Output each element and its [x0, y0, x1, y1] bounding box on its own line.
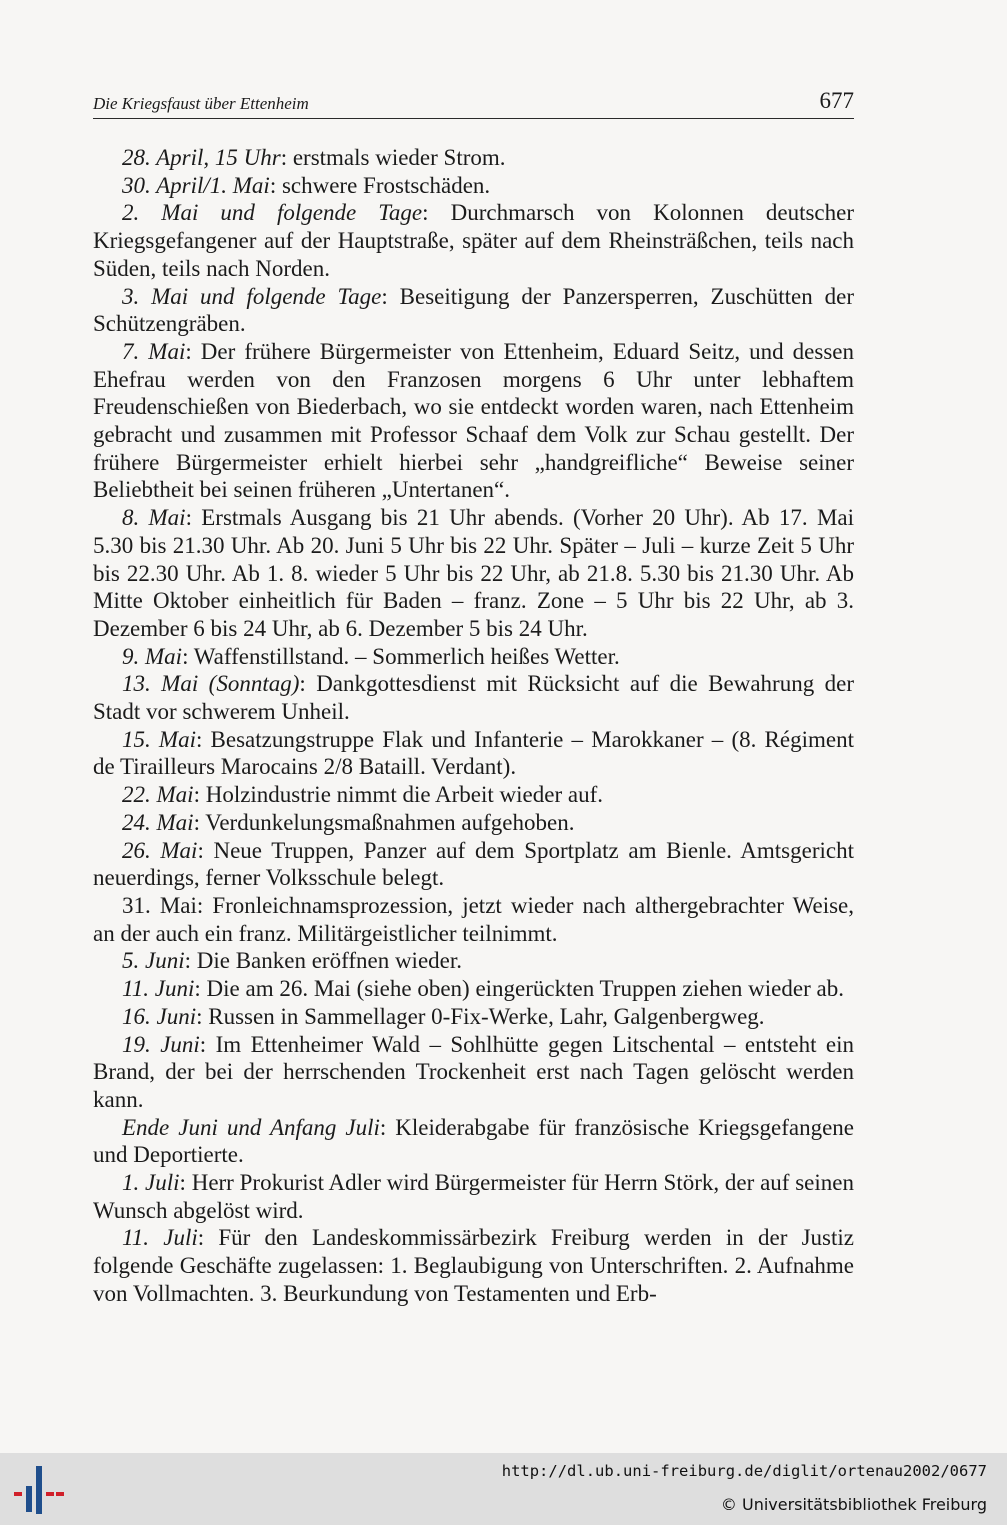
- running-head: [93, 88, 854, 119]
- paragraph: [93, 1114, 854, 1169]
- entry-text: : Verdunkelungsmaßnahmen aufgehoben.: [193, 809, 575, 835]
- entry-date: 30. April/1. Mai: [122, 172, 270, 198]
- paragraph: [93, 172, 854, 200]
- entry-date: 2. Mai und folgende Tage: [122, 200, 423, 226]
- entry-date: 7. Mai: [122, 338, 186, 364]
- running-title: Die Kriegsfaust über Ettenheim: [93, 94, 309, 113]
- entry-date: 28. April, 15 Uhr: [122, 145, 281, 170]
- paragraph: [93, 283, 854, 338]
- entry-date: 1. Juli: [122, 1170, 180, 1196]
- entry-text: : Dankgottesdienst mit Rücksicht auf die Bewahrung der Stadt vor schwerem Unheil.: [93, 671, 854, 725]
- entry-date: 8. Mai: [122, 505, 186, 531]
- entry-date: Ende Juni und Anfang Juli: [122, 1114, 380, 1140]
- entry-text: : Im Ettenheimer Wald – Sohlhütte gegen Litschental – entsteht ein Brand, der bei der herrschenden Trockenheit erst nach Tagen gelöscht werden kann.: [93, 1031, 854, 1112]
- entry-text: : Russen in Sammellager 0-Fix-Werke, Lahr, Galgenbergweg.: [196, 1003, 765, 1029]
- entry-text: : Waffenstillstand. – Sommerlich heißes Wetter.: [182, 643, 620, 669]
- entry-text: : Der frühere Bürgermeister von Ettenheim, Eduard Seitz, und dessen Ehefrau werden von den Franzosen morgens 6 Uhr unter lebhaftem Freudenschießen von Biederbach, wo sie entdeckt worden waren, nach Ettenheim gebracht und zusammen mit Professor Schaaf dem Volk zur Schau gestellt. Der frühere Bürgermeister erhielt hierbei sehr „handgreifliche“ Beweise seiner Beliebtheit bei seinen früheren „Untertanen“.: [93, 338, 854, 503]
- paragraph: [93, 1003, 854, 1031]
- copyright-notice: © Universitätsbibliothek Freiburg: [720, 1495, 987, 1514]
- paragraph: [93, 781, 854, 809]
- paragraph: [93, 1224, 854, 1307]
- entry-date: 11. Juli: [122, 1225, 198, 1251]
- paragraph: [93, 809, 854, 837]
- entry-text: : Besatzungstruppe Flak und Infanterie – Marokkaner – (8. Régiment de Tirailleurs Marocains 2/8 Bataill. Verdant).: [93, 726, 854, 780]
- entry-text: : erstmals wieder Strom.: [280, 145, 506, 170]
- ub-freiburg-logo-icon: [12, 1462, 68, 1518]
- paragraph: [93, 338, 854, 504]
- entry-text: : Neue Truppen, Panzer auf dem Sportplatz am Bienle. Amtsgericht neuerdings, ferner Volksschule belegt.: [93, 837, 854, 891]
- entry-text: : Holzindustrie nimmt die Arbeit wieder auf.: [193, 782, 603, 808]
- entry-text: : Kleiderabgabe für französische Kriegsgefangene und Deportierte.: [93, 1114, 854, 1168]
- body-text: [93, 144, 854, 1308]
- paragraph: [93, 975, 854, 1003]
- paragraph: [93, 837, 854, 892]
- paragraph: [93, 199, 854, 282]
- entry-date: 16. Juni: [122, 1003, 197, 1029]
- paragraph: [93, 670, 854, 725]
- logo-red-bar-left: [14, 1492, 22, 1496]
- paragraph: [93, 144, 854, 172]
- paragraph: [93, 1031, 854, 1114]
- entry-date: 11. Juni: [122, 976, 195, 1002]
- entry-date: 15. Mai: [122, 726, 196, 752]
- entry-text: : schwere Frostschäden.: [269, 172, 491, 198]
- paragraph: [93, 726, 854, 781]
- entry-date: 3. Mai und folgende Tage: [122, 283, 382, 309]
- paragraph: [93, 643, 854, 671]
- entry-text: : Durchmarsch von Kolonnen deutscher Kriegsgefangener auf der Hauptstraße, später auf dem Rheinsträßchen, teils nach Süden, teils nach Norden.: [93, 200, 855, 281]
- entry-text: : Beseitigung der Panzersperren, Zuschütten der Schützengräben.: [93, 283, 855, 337]
- entry-text: : Erstmals Ausgang bis 21 Uhr abends. (Vorher 20 Uhr). Ab 17. Mai 5.30 bis 21.30 Uhr. Ab 20. Juni 5 Uhr bis 22 Uhr. Später – Juli – kurze Zeit 5 Uhr bis 22.30 Uhr. Ab 1. 8. wieder 5 Uhr bis 22 Uhr, ab 21.8. 5.30 bis 21.30 Uhr. Ab Mitte Oktober einheitlich für Baden – franz. Zone – 5 Uhr bis 22 Uhr, ab 3. Dezember 6 bis 24 Uhr, ab 6. Dezember 5 bis 24 Uhr.: [93, 505, 854, 641]
- logo-blue-bar-2: [36, 1466, 42, 1514]
- entry-text: : Die am 26. Mai (siehe oben) eingerückten Truppen ziehen wieder ab.: [194, 976, 844, 1002]
- entry-date: 26. Mai: [122, 837, 198, 863]
- logo-red-bar-far: [56, 1492, 64, 1496]
- paragraph: [93, 1169, 854, 1224]
- entry-text: : Herr Prokurist Adler wird Bürgermeister für Herrn Störk, der auf seinen Wunsch abgelöst wird.: [93, 1170, 854, 1223]
- entry-date: 19. Juni: [122, 1031, 200, 1057]
- entry-date: 22. Mai: [122, 782, 194, 808]
- entry-text: : Für den Landeskommissärbezirk Freiburg werden in der Justiz folgende Geschäfte zugelassen: 1. Beglaubigung von Unterschriften. 2. Aufnahme von Vollmachten. 3. Beurkundung von Testamenten und Erb-: [93, 1225, 854, 1306]
- paragraph: [93, 504, 854, 643]
- entry-date: 5. Juni: [122, 948, 185, 974]
- page-number: 677: [819, 88, 854, 113]
- entry-date: 13. Mai (Sonntag): [122, 671, 300, 697]
- logo-red-bar-right: [46, 1492, 54, 1496]
- entry-text: 31. Mai: Fronleichnamsprozession, jetzt wieder nach althergebrachter Weise, an der auch ein franz. Militärgeistlicher teilnimmt.: [93, 892, 854, 946]
- logo-blue-bar-1: [26, 1486, 32, 1512]
- permalink-url[interactable]: http://dl.ub.uni-freiburg.de/diglit/ortenau2002/0677: [501, 1462, 987, 1480]
- entry-date: 9. Mai: [122, 643, 183, 669]
- entry-date: 24. Mai: [122, 809, 194, 835]
- entry-text: : Die Banken eröffnen wieder.: [184, 948, 463, 974]
- paragraph: [93, 892, 854, 947]
- paragraph: [93, 947, 854, 975]
